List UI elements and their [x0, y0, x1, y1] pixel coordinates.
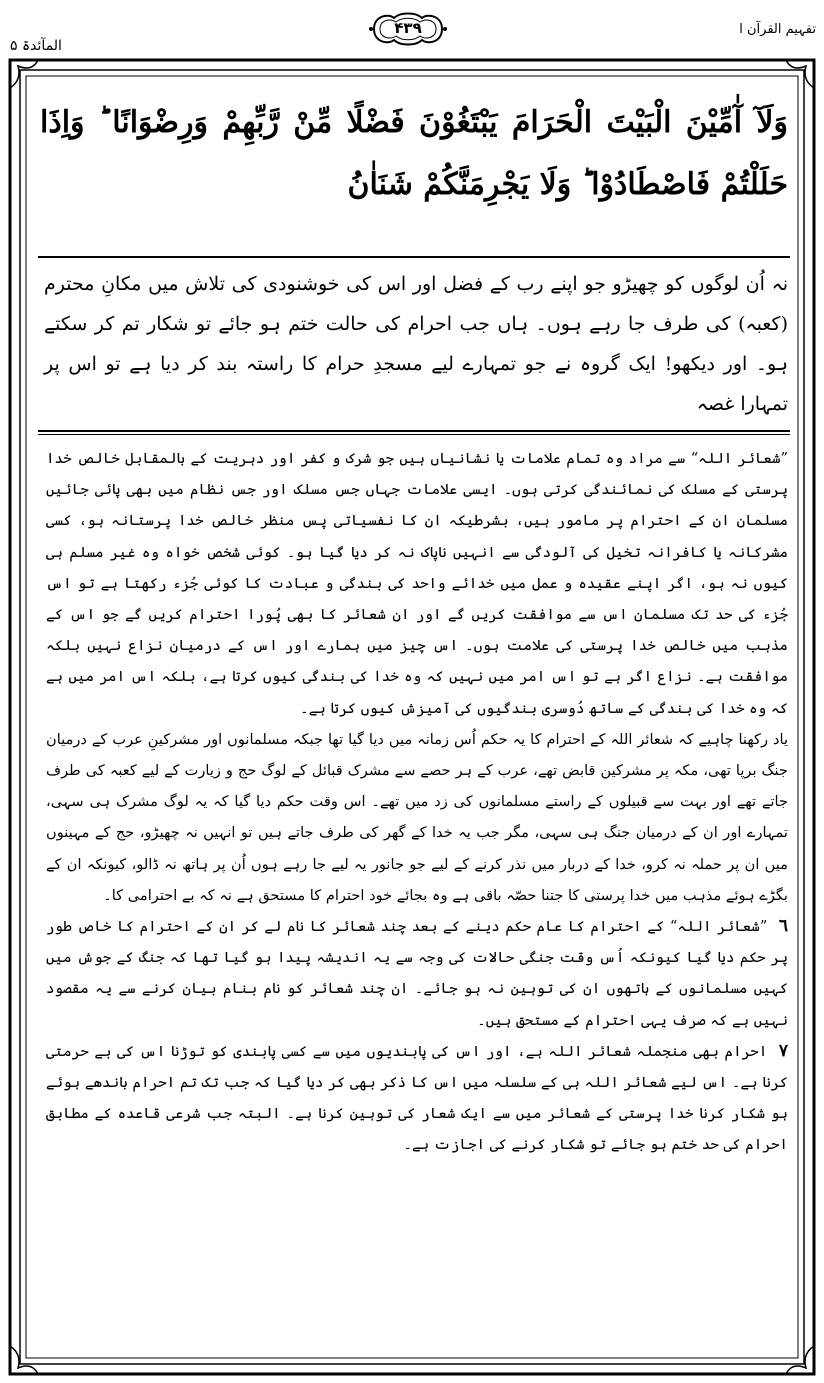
- running-header: [0, 10, 824, 54]
- divider: [38, 256, 790, 258]
- divider: [38, 430, 790, 432]
- page-number: ۴۳۹: [394, 19, 422, 37]
- footnote: [46, 724, 788, 911]
- quran-verse: وَلَآ آٰمِّیْنَ الْبَیْتَ الْحَرَامَ یَبْتَغُوْنَ فَضْلًا مِّنْ رَّبِّهِمْ وَرِضْوَانًا ؕ وَاِذَا حَلَلْتُمْ فَاصْطَادُوْا ؕ وَلَا یَجْرِمَنَّكُمْ شَنَاٰنُ: [40, 105, 788, 202]
- footnote-marker: ٦: [778, 916, 788, 937]
- book-title: تفہیم القرآن ا: [739, 22, 816, 37]
- footnotes: [46, 443, 788, 1343]
- footnote: [46, 443, 788, 724]
- footnote-text: ”شعائر اللہ“ سے مراد وہ تمام علامات یا نشانیاں ہیں جو شرک و کفر اور دہریت کے بالمقابل خالص خدا پرستی کے مسلک کی نمائندگی کرتی ہوں۔ ایسی علامات جہاں جس مسلک اور جس نظام میں بھی پائی جائیں مسلمان ان کے احترام پر مامور ہیں، بشرطیکہ ان کا نفسیاتی پس منظر خالص خدا پرستانہ ہو، کسی مشرکانہ یا کافرانہ تخیل کی آلودگی سے انہیں ناپاک نہ کر دیا گیا ہو۔ کوئی شخص خواہ وہ غیر مسلم ہی کیوں نہ ہو، اگر اپنے عقیدہ و عمل میں خدائے واحد کی بندگی و عبادت کا کوئی جُزء رکھتا ہے تو اس جُزء کی حد تک مسلمان اس سے موافقت کریں گے اور ان شعائر کا بھی پُورا احترام کریں گے جو اس کے مذہب میں خالص خدا پرستی کی علامت ہوں۔ اس چیز میں ہمارے اور اس کے درمیان نزاع نہیں بلکہ موافقت ہے۔ نزاع اگر ہے تو اس امر میں نہیں کہ وہ خدا کی بندگی کیوں کرتا ہے، بلکہ اس امر میں ہے کہ وہ خدا کی بندگی کے ساتھ دُوسری بندگیوں کی آمیزش کیوں کرتا ہے۔: [46, 450, 788, 717]
- footnote-text: یاد رکھنا چاہیے کہ شعائر اللہ کے احترام کا یہ حکم اُس زمانہ میں دیا گیا تھا جبکہ مسلمانوں اور مشرکینِ عرب کے درمیان جنگ برپا تھی، مکہ پر مشرکین قابض تھے، عرب کے ہر حصے سے مشرک قبائل کے لوگ حج و زیارت کے لیے کعبہ کی طرف جاتے تھے اور بہت سے قبیلوں کے راستے مسلمانوں کی زد میں تھے۔ اس وقت حکم دیا گیا کہ یہ لوگ مشرک ہی سہی، تمہارے اور ان کے درمیان جنگ ہی سہی، مگر جب یہ خدا کے گھر کی طرف جاتے ہیں تو انہیں نہ چھیڑو، حج کے مہینوں میں ان پر حملہ نہ کرو، خدا کے دربار میں نذر کرنے کے لیے جو جانور یہ لیے جا رہے ہوں اُن پر ہاتھ نہ ڈالو، کیونکہ ان کے بگڑے ہوئے مذہب میں خدا پرستی کا جتنا حصّہ باقی ہے وہ بجائے خود احترام کا مستحق ہے نہ کہ بے احترامی کا۔: [46, 730, 788, 904]
- page-number-ornament: [368, 10, 448, 48]
- footnote: [46, 911, 788, 1036]
- footnote: [46, 1036, 788, 1161]
- divider: [38, 434, 790, 435]
- footnote-text: احرام بھی منجملہ شعائر اللہ ہے، اور اس کی پابندیوں میں سے کسی پابندی کو توڑنا اس کی بے حرمتی کرنا ہے۔ اس لیے شعائر اللہ ہی کے سلسلہ میں اس کا ذکر بھی کر دیا گیا کہ جب تک تم احرام باندھے ہوئے ہو شکار کرنا خدا پرستی کے شعائر میں سے ایک شعار کی توہین کرنا ہے۔ البتہ جب شرعی قاعدہ کے مطابق احرام کی حد ختم ہو جائے تو شکار کرنے کی اجازت ہے۔: [46, 1042, 788, 1154]
- footnote-text: ”شعائر اللہ“ کے احترام کا عام حکم دینے کے بعد چند شعائر کا نام لے کر ان کے احترام کا خاص طور پر حکم دیا گیا کیونکہ اُس وقت جنگی حالات کی وجہ سے یہ اندیشہ پیدا ہو گیا تھا کہ جنگ کے جوش میں کہیں مسلمانوں کے ہاتھوں ان کی توہین نہ ہو جائے۔ ان چند شعائر کو نام بنام بیان کرنے سے یہ مقصود نہیں ہے کہ صرف یہی احترام کے مستحق ہیں۔: [46, 918, 788, 1029]
- surah-name: المآئدۃ ۵: [10, 38, 62, 54]
- verse-translation: نہ اُن لوگوں کو چھیڑو جو اپنے رب کے فضل اور اس کی خوشنودی کی تلاش میں مکانِ محترم (کعبہ) کی طرف جا رہے ہوں۔ ہاں جب احرام کی حالت ختم ہو جائے تو شکار تم کر سکتے ہو۔ اور دیکھو! ایک گروہ نے جو تمہارے لیے مسجدِ حرام کا راستہ بند کر دیا ہے تو اس پر تمہارا غصہ: [44, 273, 788, 415]
- footnote-marker: ٧: [778, 1040, 788, 1061]
